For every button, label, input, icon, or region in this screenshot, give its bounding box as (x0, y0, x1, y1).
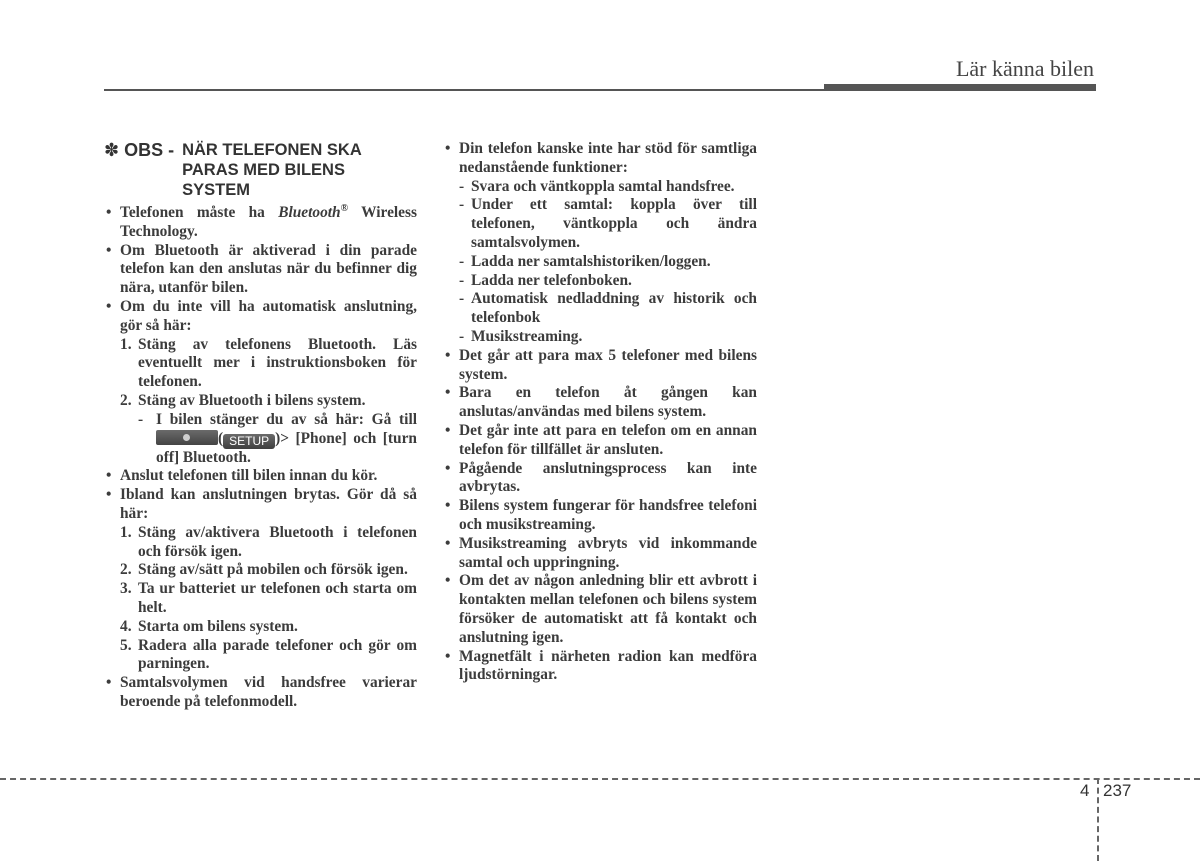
dash-item: - Ladda ner telefonboken. (459, 271, 632, 289)
list-item: • Ibland kan anslutningen brytas. Gör då så här: 1. Stäng av/aktivera Bluetooth i telefonen och försök igen. 2. Stäng av/sätt på mobilen och försök igen. 3. Ta ur batteriet ur telefonen och starta om helt. 4. Starta om bilens system. 5. Radera alla parade telefoner och gör om parningen. (104, 486, 417, 674)
footer-divider (0, 778, 1200, 780)
list-item: • Pågående anslutningsprocess kan inte avbrytas. (443, 460, 757, 498)
note-title: NÄR TELEFONEN SKA PARAS MED BILENS SYSTEM (182, 141, 362, 199)
page-number: 237 (1103, 781, 1132, 800)
list-item: • Bara en telefon åt gången kan anslutas/användas med bilens system. (443, 384, 757, 422)
step-item: 5. Radera alla parade telefoner och gör om parningen. (120, 636, 417, 673)
list-item: • Musikstreaming avbryts vid inkommande samtal och uppringning. (443, 535, 757, 573)
footer-vertical-divider (1097, 778, 1099, 861)
step-item: 2. Stäng av/sätt på mobilen och försök igen. (120, 561, 408, 579)
list-item: • Om du inte vill ha automatisk anslutning, gör så här: 1. Stäng av telefonens Bluetooth. Läs eventuellt mer i instruktionsboken för telefonen. 2. Stäng av Bluetooth i bilens system. - I bilen stänger du av så här: Gå till ( SETUP )> [Phone] och [turn off] Bluetooth. (104, 298, 417, 467)
step-item: 1. Stäng av/aktivera Bluetooth i telefonen och försök igen. (120, 523, 417, 560)
list-item: • Om Bluetooth är aktiverad i din parade telefon kan den anslutas när du befinner dig nära, utanför bilen. (104, 242, 417, 298)
dash-item: - Under ett samtal: koppla över till telefonen, väntkoppla och ändra samtalsvolymen. (459, 196, 757, 251)
step-item: 2. Stäng av Bluetooth i bilens system. - I bilen stänger du av så här: Gå till ( SETUP )> [Phone] och [turn off] Bluetooth. (120, 391, 417, 466)
step-item: 4. Starta om bilens system. (120, 617, 298, 635)
note-heading (104, 140, 417, 200)
list-item: • Om det av någon anledning blir ett avbrott i kontakten mellan telefonen och bilens system försöker de automatiskt att få kontakt och anslutning igen. (443, 572, 757, 647)
numbered-steps (120, 524, 417, 674)
list-item: • Din telefon kanske inte har stöd för samtliga nedanstående funktioner: - Svara och väntkoppla samtal handsfree. - Under ett samtal: koppla över till telefonen, väntkoppla och ändra samtalsvolymen. - Ladda ner samtalshistoriken/loggen. - Ladda ner telefonboken. - Automatisk nedladdning av historik och telefonbok - Musikstreaming. (443, 140, 757, 347)
list-item: • Samtalsvolymen vid handsfree varierar beroende på telefonmodell. (104, 674, 417, 712)
note-label: ✽ OBS - (104, 140, 175, 160)
list-item: • Anslut telefonen till bilen innan du kör. (104, 467, 417, 486)
list-item: • Det går inte att para en telefon om en annan telefon för tillfället är ansluten. (443, 422, 757, 460)
numbered-steps (120, 336, 417, 468)
note-bullet-list (443, 140, 757, 685)
setup-button-icon: SETUP (223, 434, 275, 449)
dash-item: - Automatisk nedladdning av historik och telefonbok (459, 290, 757, 327)
step-item: 3. Ta ur batteriet ur telefonen och starta om helt. (120, 580, 417, 616)
list-item: • Det går att para max 5 telefoner med bilens system. (443, 347, 757, 385)
chapter-number: 4 (1080, 781, 1090, 800)
header-rule-accent (824, 84, 1096, 91)
list-item: • Magnetfält i närheten radion kan medföra ljudstörningar. (443, 648, 757, 686)
dash-steps (459, 178, 757, 347)
dash-item: - Musikstreaming. (459, 327, 583, 345)
dash-item: - Svara och väntkoppla samtal handsfree. (459, 177, 735, 195)
list-item: • Bilens system fungerar för handsfree telefoni och musikstreaming. (443, 497, 757, 535)
header-rule (104, 89, 824, 91)
right-column (443, 140, 757, 685)
note-bullet-list (104, 204, 417, 712)
dash-item: - I bilen stänger du av så här: Gå till ( SETUP )> [Phone] och [turn off] Bluetooth. (138, 410, 417, 466)
settings-button-icon (156, 430, 218, 445)
step-item: 1. Stäng av telefonens Bluetooth. Läs eventuellt mer i instruktionsboken för telefonen. (120, 335, 417, 391)
running-header: Lär känna bilen (955, 56, 1094, 81)
left-column (104, 140, 417, 712)
dash-item: - Ladda ner samtalshistoriken/loggen. (459, 252, 711, 270)
dash-steps (138, 411, 417, 468)
list-item: • Telefonen måste ha Bluetooth® Wireless Technology. (104, 204, 417, 242)
